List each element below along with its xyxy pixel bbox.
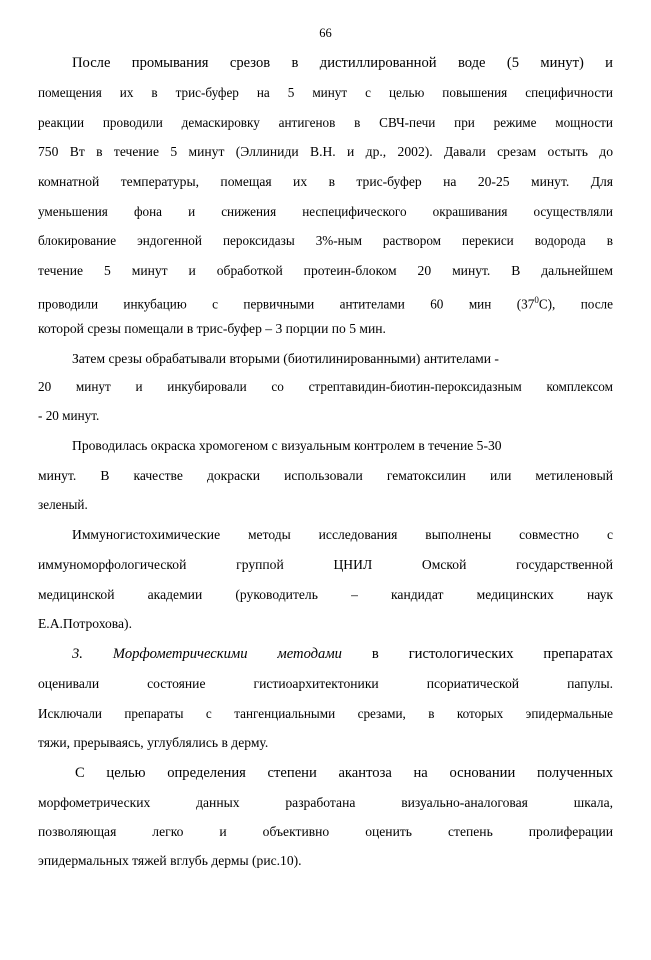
paragraph-6-line-2: морфометрических данных разработана визуально-аналоговая шкала, xyxy=(38,795,613,810)
paragraph-5-line-1-rest: в гистологических препаратах xyxy=(371,646,613,662)
paragraph-1-line-3: реакции проводили демаскировку антигенов в СВЧ-печи при режиме мощности xyxy=(38,115,613,130)
paragraph-1-line-9 xyxy=(38,291,613,313)
paragraph-1-line-2: помещения их в трис-буфер на 5 минут с целью повышения специфичности xyxy=(38,85,613,100)
paragraph-2-line-1: Затем срезы обрабатывали вторыми (биотилинированными) антителами - xyxy=(72,351,499,366)
degree-superscript: 0 xyxy=(534,295,539,305)
paragraph-6-line-1: С целью определения степени акантоза на основании полученных xyxy=(75,765,613,781)
paragraph-2-line-3: - 20 минут. xyxy=(38,408,100,423)
paragraph-1-line-10: которой срезы помещали в трис-буфер – 3 порции по 5 мин. xyxy=(38,321,386,336)
paragraph-1-line-7: блокирование эндогенной пероксидазы 3%-ным раствором перекиси водорода в xyxy=(38,233,613,248)
paragraph-4-line-1: Иммуногистохимические методы исследования выполнены совместно с xyxy=(72,527,613,542)
paragraph-4-line-4: Е.А.Потрохова). xyxy=(38,616,132,631)
paragraph-1-line-9-text: проводили инкубацию с первичными антителами 60 мин (37 xyxy=(38,296,535,312)
paragraph-1-line-5: комнатной температуры, помещая их в трис-буфер на 20-25 минут. Для xyxy=(38,174,613,189)
paragraph-1-line-8: течение 5 минут и обработкой протеин-блоком 20 минут. В дальнейшем xyxy=(38,263,613,278)
paragraph-3-line-2: минут. В качестве докраски использовали гематоксилин или метиленовый xyxy=(38,468,613,483)
paragraph-3-line-1: Проводилась окраска хромогеном с визуальным контролем в течение 5-30 xyxy=(72,438,502,453)
paragraph-3-line-3: зеленый. xyxy=(38,497,88,512)
paragraph-1-line-1: После промывания срезов в дистиллированной воде (5 минут) и xyxy=(72,55,613,71)
paragraph-5-line-3: Исключали препараты с тангенциальными срезами, в которых эпидермальные xyxy=(38,706,613,721)
list-number: 3. xyxy=(72,646,83,662)
paragraph-6-line-3: позволяющая легко и объективно оценить степень пролиферации xyxy=(38,824,613,839)
paragraph-5-line-1 xyxy=(72,645,613,663)
paragraph-4-line-3: медицинской академии (руководитель – кандидат медицинских наук xyxy=(38,587,613,602)
paragraph-5-line-4: тяжи, прерываясь, углублялись в дерму. xyxy=(38,735,269,750)
section-heading-italic: Морфометрическими методами xyxy=(112,646,342,662)
paragraph-1-line-9-tail: С), после xyxy=(538,296,613,312)
paragraph-1-line-4: 750 Вт в течение 5 минут (Эллиниди В.Н. и др., 2002). Давали срезам остыть до xyxy=(38,144,613,159)
paragraph-1-line-6: уменьшения фона и снижения неспецифического окрашивания осуществляли xyxy=(38,204,613,219)
paragraph-4-line-2: иммуноморфологической группой ЦНИЛ Омской государственной xyxy=(38,557,613,572)
paragraph-5-line-2: оценивали состояние гистиоархитектоники псориатической папулы. xyxy=(38,676,613,691)
page-number: 66 xyxy=(319,26,332,40)
paragraph-6-line-4: эпидермальных тяжей вглубь дермы (рис.10). xyxy=(38,853,302,868)
paragraph-2-line-2: 20 минут и инкубировали со стрептавидин-биотин-пероксидазным комплексом xyxy=(38,379,613,394)
